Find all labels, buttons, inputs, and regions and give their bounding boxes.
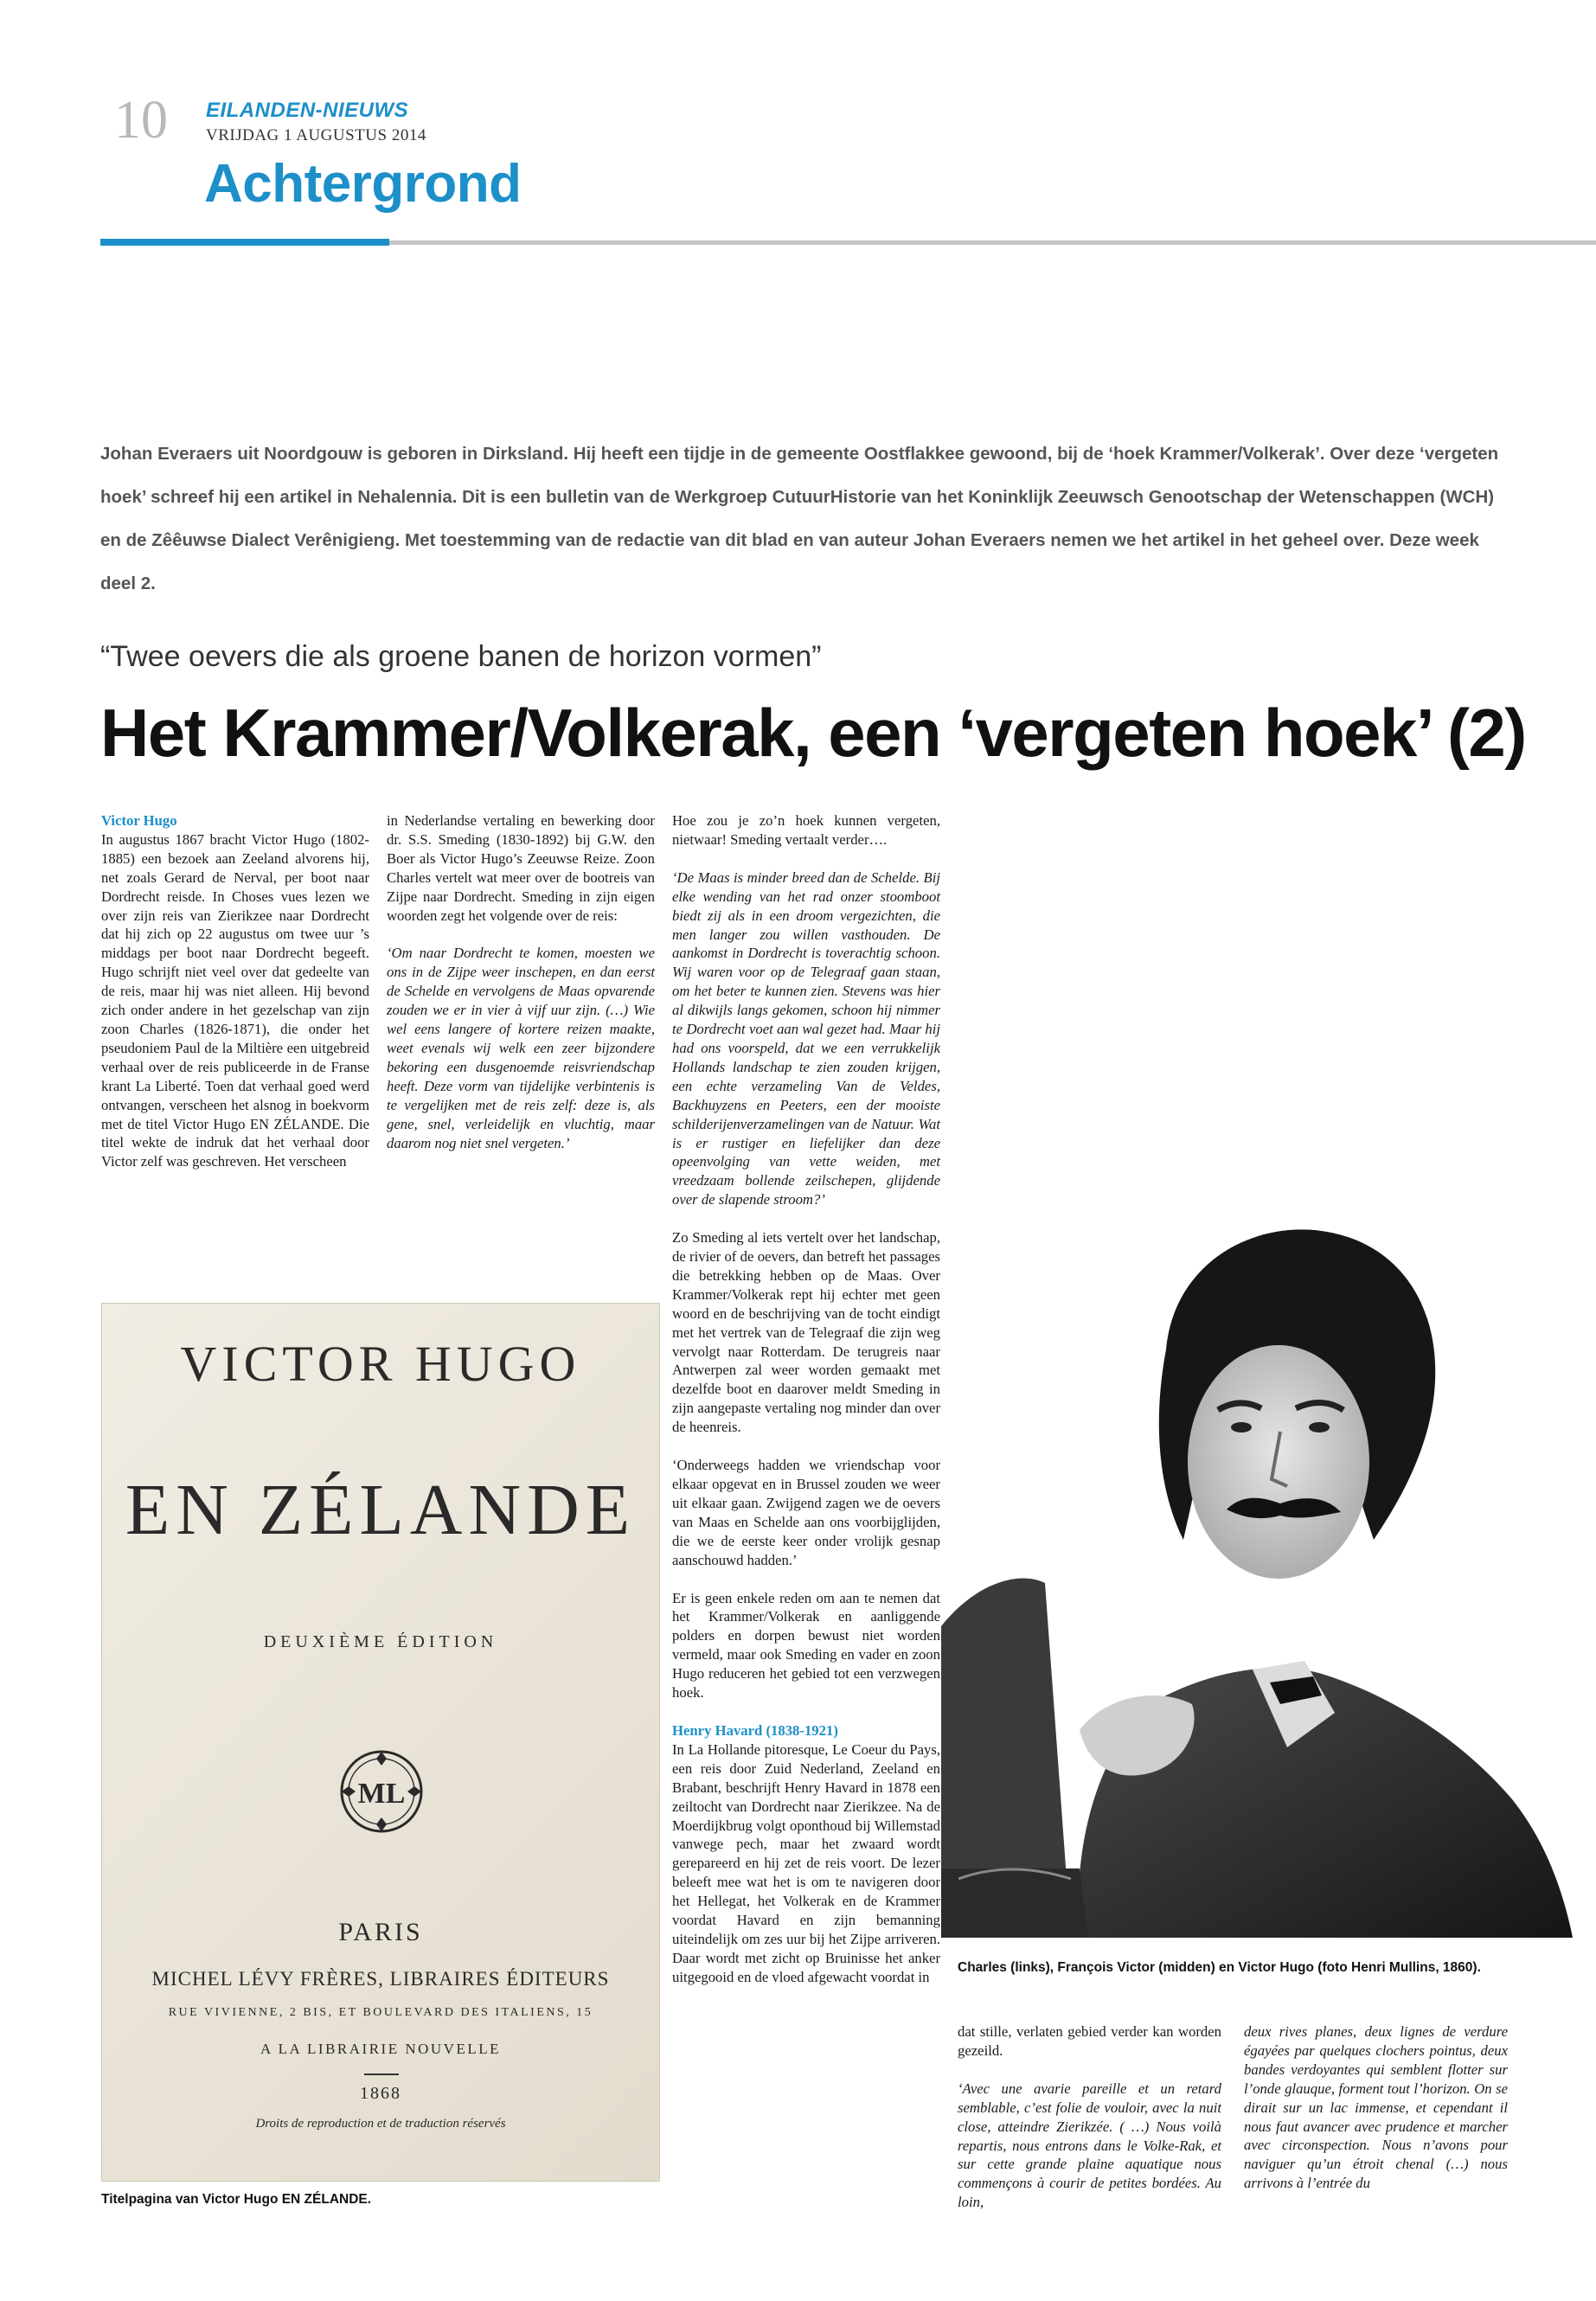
book-publisher: MICHEL LÉVY FRÈRES, LIBRAIRES ÉDITEURS <box>151 1968 610 1990</box>
section-rule-accent <box>100 239 389 246</box>
paragraph: Er is geen enkele reden om aan te nemen dat het Krammer/Volkerak en aanliggende polders en dorpen bewust niet worden vermeld, maar ook Smeding en vader en zoon Hugo reduceren het gebied tot een verzwegen hoek. <box>672 1589 940 1702</box>
quote-paragraph: ‘De Maas is minder breed dan de Schelde. Bij elke wending van het rad onzer stoomboot biedt zij als in een droom vergezichten, die men langer zou willen vasthouden. De aankomst in Dordrecht is toverachtig schoon. Wij waren voor op de Telegraaf gaan staan, om het beter te kunnen zien. Stevens was hier al dikwijls langs gekomen, schoon hij nimmer te Dordrecht voet aan wal gezet had. Maar hij had ons voorspeld, dat we een verrukkelijk Hollands landschap te zien zouden krijgen, een echte verzameling Van de Veldes, Backhuyzens en Peeters, een der mooiste schilderijenverzamelingen van de Natuur. Wat is er rustiger en liefelijker dan deze opeenvolging van vette weiden, met vreedzaam bollende zeilschepen, glijdende over de slapende stroom?’ <box>672 868 940 1208</box>
monogram-text: ML <box>357 1778 406 1810</box>
quote-paragraph: ‘Avec une avarie pareille et un retard semblable, c’est folie de vouloir, avec la nuit close, atteindre Zierikzée. ( …) Nous voilà repartis, nous entrons dans le Volke-Rak, et sur cette grande plaine aquatique nous commençons à courir de petites bordées. Au loin, <box>958 2080 1221 2211</box>
article-column-3 <box>672 811 940 2006</box>
book-bookshop: A LA LIBRAIRIE NOUVELLE <box>260 2041 501 2057</box>
issue-date: VRIJDAG 1 AUGUSTUS 2014 <box>206 126 426 144</box>
book-edition: DEUXIÈME ÉDITION <box>263 1632 498 1651</box>
book-image-caption: Titelpagina van Victor Hugo EN ZÉLANDE. <box>101 2192 372 2207</box>
subhead-victor-hugo: Victor Hugo <box>101 812 177 829</box>
paragraph: Zo Smeding al iets vertelt over het landschap, de rivier of de oevers, dan betreft het passages die betrekking hebben op de Maas. Over Krammer/Volkerak rept hij echter met geen woord en de beschrijving van de tocht eindigt met het vertrek van de Telegraaf die zijn weg vervolgt naar Rotterdam. De terugreis naar Antwerpen zal weer worden gemaakt met dezelfde boot en daarover meldt Smeding in zijn aangepaste vertaling nog minder dan over de heenreis. <box>672 1229 940 1436</box>
book-divider <box>364 2073 399 2075</box>
section-title: Achtergrond <box>204 154 522 214</box>
article-column-1 <box>101 811 369 1190</box>
article-kicker: “Twee oevers die als groene banen de horizon vormen” <box>100 640 822 673</box>
paragraph: In La Hollande pitoresque, Le Coeur du Pays, een reis door Zuid Nederland, Zeeland en Brabant, beschrijft Henry Havard in 1878 een zeiltocht van Dordrecht naar Zierikzee. Na de Moerdijkbrug volgt oponthoud bij Willemstad vanwege pech, maar het zwaard wordt gerepareerd en hij zet de reis voort. De lezer beleeft mee wat het is om te navigeren door het Hellegat, het Volkerak en de Krammer voordat Havard en zijn bemanning uiteindelijk om zes uur bij het Zijpe arriveren. Daar wordt met zicht op Bruinisse het anker uitgegooid en de vloed afgewacht voordat in <box>672 1740 940 1985</box>
paragraph: dat stille, verlaten gebied verder kan worden gezeild. <box>958 2023 1221 2059</box>
article-headline: Het Krammer/Volkerak, een ‘vergeten hoek’ (2) <box>100 695 1526 771</box>
book-city: PARIS <box>338 1918 423 1946</box>
book-year: 1868 <box>360 2084 401 2103</box>
book-rights: Droits de reproduction et de traduction réservés <box>255 2117 506 2131</box>
book-title: EN ZÉLANDE <box>125 1470 637 1550</box>
quote-paragraph: ‘Om naar Dordrecht te komen, moesten we ons in de Zijpe weer inschepen, en dan eerst de Schelde en vervolgens de Maas opvarende zouden we er in vier à vijf uur zijn. (…) Wie wel eens langere of kortere reizen maakte, weet evenals wij welk een zeer bijzondere bekoring een dusgenoemde reisvriendschap heeft. Deze vorm van tijdelijke verbintenis is te vergelijken met de reis zelf: deze is, als gene, snel, verleidelijk en vluchtig, maar daarom nog niet snel vergeten.’ <box>387 945 655 1151</box>
page-number: 10 <box>114 91 168 150</box>
masthead-logo: EILANDEN-NIEUWS <box>206 99 409 122</box>
section-rule <box>389 240 1596 245</box>
paragraph: in Nederlandse vertaling en bewerking door dr. S.S. Smeding (1830-1892) bij G.W. den Boer als Victor Hugo’s Zeeuwse Reize. Zoon Charles vertelt wat meer over de bootreis van Zijpe naar Dordrecht. Smeding in zijn eigen woorden zegt het volgende over de reis: <box>387 812 655 924</box>
book-author: VICTOR HUGO <box>180 1336 581 1392</box>
hugo-family-photo <box>941 1176 1596 1938</box>
paragraph: Hoe zou je zo’n hoek kunnen vergeten, nietwaar! Smeding vertaalt verder…. <box>672 812 940 848</box>
article-column-4 <box>958 2022 1221 2231</box>
article-column-2 <box>387 811 655 1171</box>
paragraph: In augustus 1867 bracht Victor Hugo (1802-1885) een bezoek aan Zeeland alvorens hij, net zoals Gerard de Nerval, per boot naar Dordrecht reisde. In Choses vues lezen we over zijn reis van Zierikzee naar Dordrecht dat hij zich op 22 augustus om twee uur ’s middags per boot naar Dordrecht begeeft. Hugo schrijft niet veel over dat gedeelte van de reis, maar hij was niet alleen. Hij bevond zich onder andere in het gezelschap van zijn zoon Charles (1826-1871), die onder het pseudoniem Paul de la Miltière een uitgebreid verhaal over de reis publiceerde in de Franse krant La Liberté. Toen dat verhaal goed werd ontvangen, verscheen het alsnog in boekvorm met de titel Victor Hugo EN ZÉLANDE. Die titel wekte de indruk dat het verhaal door Victor zelf was geschreven. Het verscheen <box>101 830 369 1170</box>
quote-paragraph: ‘Onderweegs hadden we vriendschap voor elkaar opgevat en in Brussel zouden we weer uit elkaar gaan. Zwijgend zagen we de oevers van Maas en Schelde aan ons voorbijglijden, die we de eerste keer onder vrolijk gesnap aanschouwd hadden.’ <box>672 1457 940 1568</box>
quote-paragraph: deux rives planes, deux lignes de verdure égayées par quelques clochers pointus, deux bandes verdoyantes qui semblent flotter sur l’onde glauque, forment tout l’horizon. On se dirait sur un lac immense, et cependant il nous faut avancer avec prudence et marcher avec circonspection. Nous n’avons pour naviguer qu’un étroit chenal (…) nous arrivons à l’entrée du <box>1244 2023 1508 2192</box>
publisher-monogram-icon <box>338 1748 425 1835</box>
intro-paragraph: Johan Everaers uit Noordgouw is geboren in Dirksland. Hij heeft een tijdje in de gemeente Oostflakkee gewoond, bij de ‘hoek Krammer/Volkerak’. Over deze ‘vergeten hoek’ schreef hij een artikel in Nehalennia. Dit is een bulletin van de Werkgroep CutuurHistorie van het Koninklijk Zeeuwsch Genootschap der Wetenschappen (WCH) en de Zêêuwse Dialect Verênigieng. Met toestemming van de redactie van dit blad en van auteur Johan Everaers nemen we het artikel in het geheel over. Deze week deel 2. <box>100 444 1499 593</box>
book-title-page-image <box>101 1303 660 2182</box>
article-column-5 <box>1244 2022 1508 2212</box>
photo-caption: Charles (links), François Victor (midden) en Victor Hugo (foto Henri Mullins, 1860). <box>958 1960 1481 1975</box>
subhead-henry-havard: Henry Havard (1838-1921) <box>672 1721 838 1739</box>
book-address: RUE VIVIENNE, 2 BIS, ET BOULEVARD DES ITALIENS, 15 <box>168 2006 593 2019</box>
